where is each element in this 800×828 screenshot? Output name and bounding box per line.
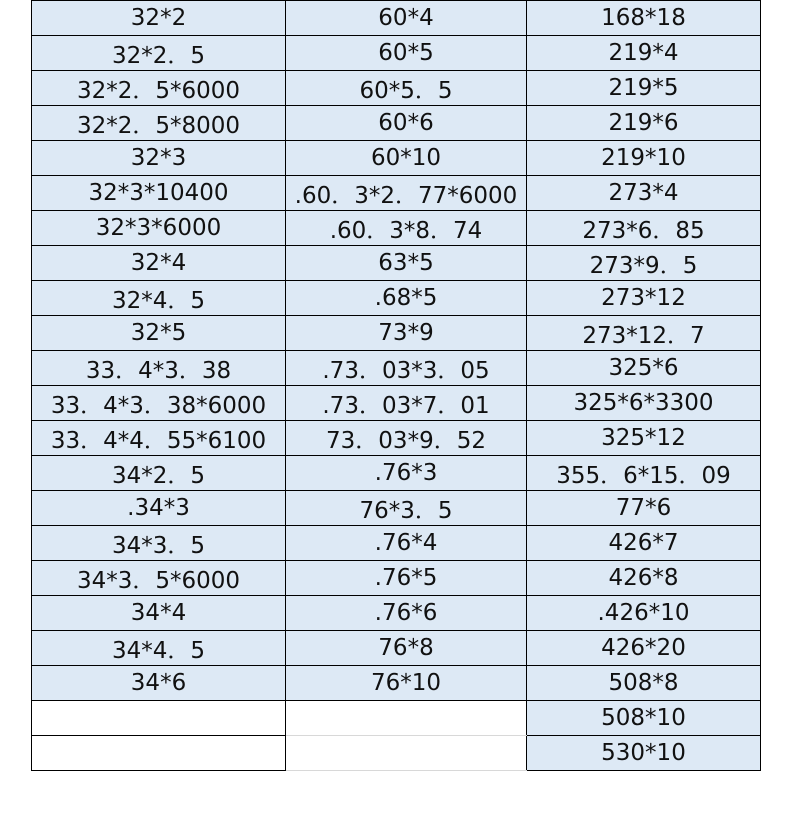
table-row <box>32 666 761 701</box>
table-cell: 73*9 <box>286 316 527 351</box>
table-row <box>32 36 761 71</box>
table-row <box>32 386 761 421</box>
table-cell: 32*4．5 <box>32 281 286 316</box>
table-row <box>32 281 761 316</box>
table-cell: 76*8 <box>286 631 527 666</box>
table-cell: .426*10 <box>527 596 761 631</box>
table-cell: 273*6．85 <box>527 211 761 246</box>
table-cell: 219*10 <box>527 141 761 176</box>
table-cell: 219*5 <box>527 71 761 106</box>
table-cell: 34*4．5 <box>32 631 286 666</box>
table-cell: 273*4 <box>527 176 761 211</box>
table-cell: 325*6 <box>527 351 761 386</box>
table-cell: 33．4*4．55*6100 <box>32 421 286 456</box>
table-row <box>32 561 761 596</box>
table-row <box>32 596 761 631</box>
table-cell: 32*2．5*8000 <box>32 106 286 141</box>
table-row <box>32 631 761 666</box>
table-cell: 34*3．5 <box>32 526 286 561</box>
table-cell: .76*4 <box>286 526 527 561</box>
table-cell: 33．4*3．38 <box>32 351 286 386</box>
table-row <box>32 211 761 246</box>
table-cell: 60*6 <box>286 106 527 141</box>
table-cell: 73．03*9．52 <box>286 421 527 456</box>
table-cell <box>286 736 527 771</box>
table-cell: 32*3*10400 <box>32 176 286 211</box>
table-cell: 355．6*15．09 <box>527 456 761 491</box>
table-cell: .60．3*2．77*6000 <box>286 176 527 211</box>
table-row <box>32 701 761 736</box>
table-row <box>32 456 761 491</box>
table-cell: 60*10 <box>286 141 527 176</box>
table-cell: .76*3 <box>286 456 527 491</box>
table-cell: 60*5 <box>286 36 527 71</box>
table-row <box>32 736 761 771</box>
spec-table <box>31 0 761 771</box>
table-cell: 32*3 <box>32 141 286 176</box>
table-cell <box>32 736 286 771</box>
table-row <box>32 351 761 386</box>
table-cell: 77*6 <box>527 491 761 526</box>
table-cell: 32*3*6000 <box>32 211 286 246</box>
table-cell: 60*4 <box>286 1 527 36</box>
table-row <box>32 526 761 561</box>
table-cell: 32*4 <box>32 246 286 281</box>
table-cell: 325*12 <box>527 421 761 456</box>
table-cell <box>286 701 527 736</box>
table-cell: 34*4 <box>32 596 286 631</box>
table-cell: .73．03*3．05 <box>286 351 527 386</box>
table-cell <box>32 701 286 736</box>
table-cell: .68*5 <box>286 281 527 316</box>
table-cell: 273*9．5 <box>527 246 761 281</box>
table-row <box>32 141 761 176</box>
table-cell: .73．03*7．01 <box>286 386 527 421</box>
table-row <box>32 421 761 456</box>
table-cell: .76*5 <box>286 561 527 596</box>
table-row <box>32 246 761 281</box>
table-cell: 219*6 <box>527 106 761 141</box>
table-cell: .34*3 <box>32 491 286 526</box>
table-cell: 34*2．5 <box>32 456 286 491</box>
table-cell: 426*8 <box>527 561 761 596</box>
table-cell: 508*10 <box>527 701 761 736</box>
table-cell: 32*2．5 <box>32 36 286 71</box>
table-row <box>32 71 761 106</box>
table-cell: 76*3．5 <box>286 491 527 526</box>
table-cell: 32*2 <box>32 1 286 36</box>
table-row <box>32 1 761 36</box>
table-cell: 508*8 <box>527 666 761 701</box>
table-row <box>32 176 761 211</box>
table-cell: 63*5 <box>286 246 527 281</box>
table-row <box>32 316 761 351</box>
table-cell: 219*4 <box>527 36 761 71</box>
table-cell: 32*2．5*6000 <box>32 71 286 106</box>
table-cell: 168*18 <box>527 1 761 36</box>
table-cell: 60*5．5 <box>286 71 527 106</box>
table-cell: 426*20 <box>527 631 761 666</box>
table-cell: 32*5 <box>32 316 286 351</box>
table-cell: .60．3*8．74 <box>286 211 527 246</box>
table-cell: 76*10 <box>286 666 527 701</box>
table-cell: 325*6*3300 <box>527 386 761 421</box>
table-cell: 530*10 <box>527 736 761 771</box>
table-cell: 273*12 <box>527 281 761 316</box>
table-cell: 34*3．5*6000 <box>32 561 286 596</box>
table-row <box>32 491 761 526</box>
table-cell: .76*6 <box>286 596 527 631</box>
table-cell: 426*7 <box>527 526 761 561</box>
table-cell: 273*12．7 <box>527 316 761 351</box>
table-row <box>32 106 761 141</box>
spec-table-body <box>32 1 761 771</box>
table-cell: 33．4*3．38*6000 <box>32 386 286 421</box>
table-cell: 34*6 <box>32 666 286 701</box>
